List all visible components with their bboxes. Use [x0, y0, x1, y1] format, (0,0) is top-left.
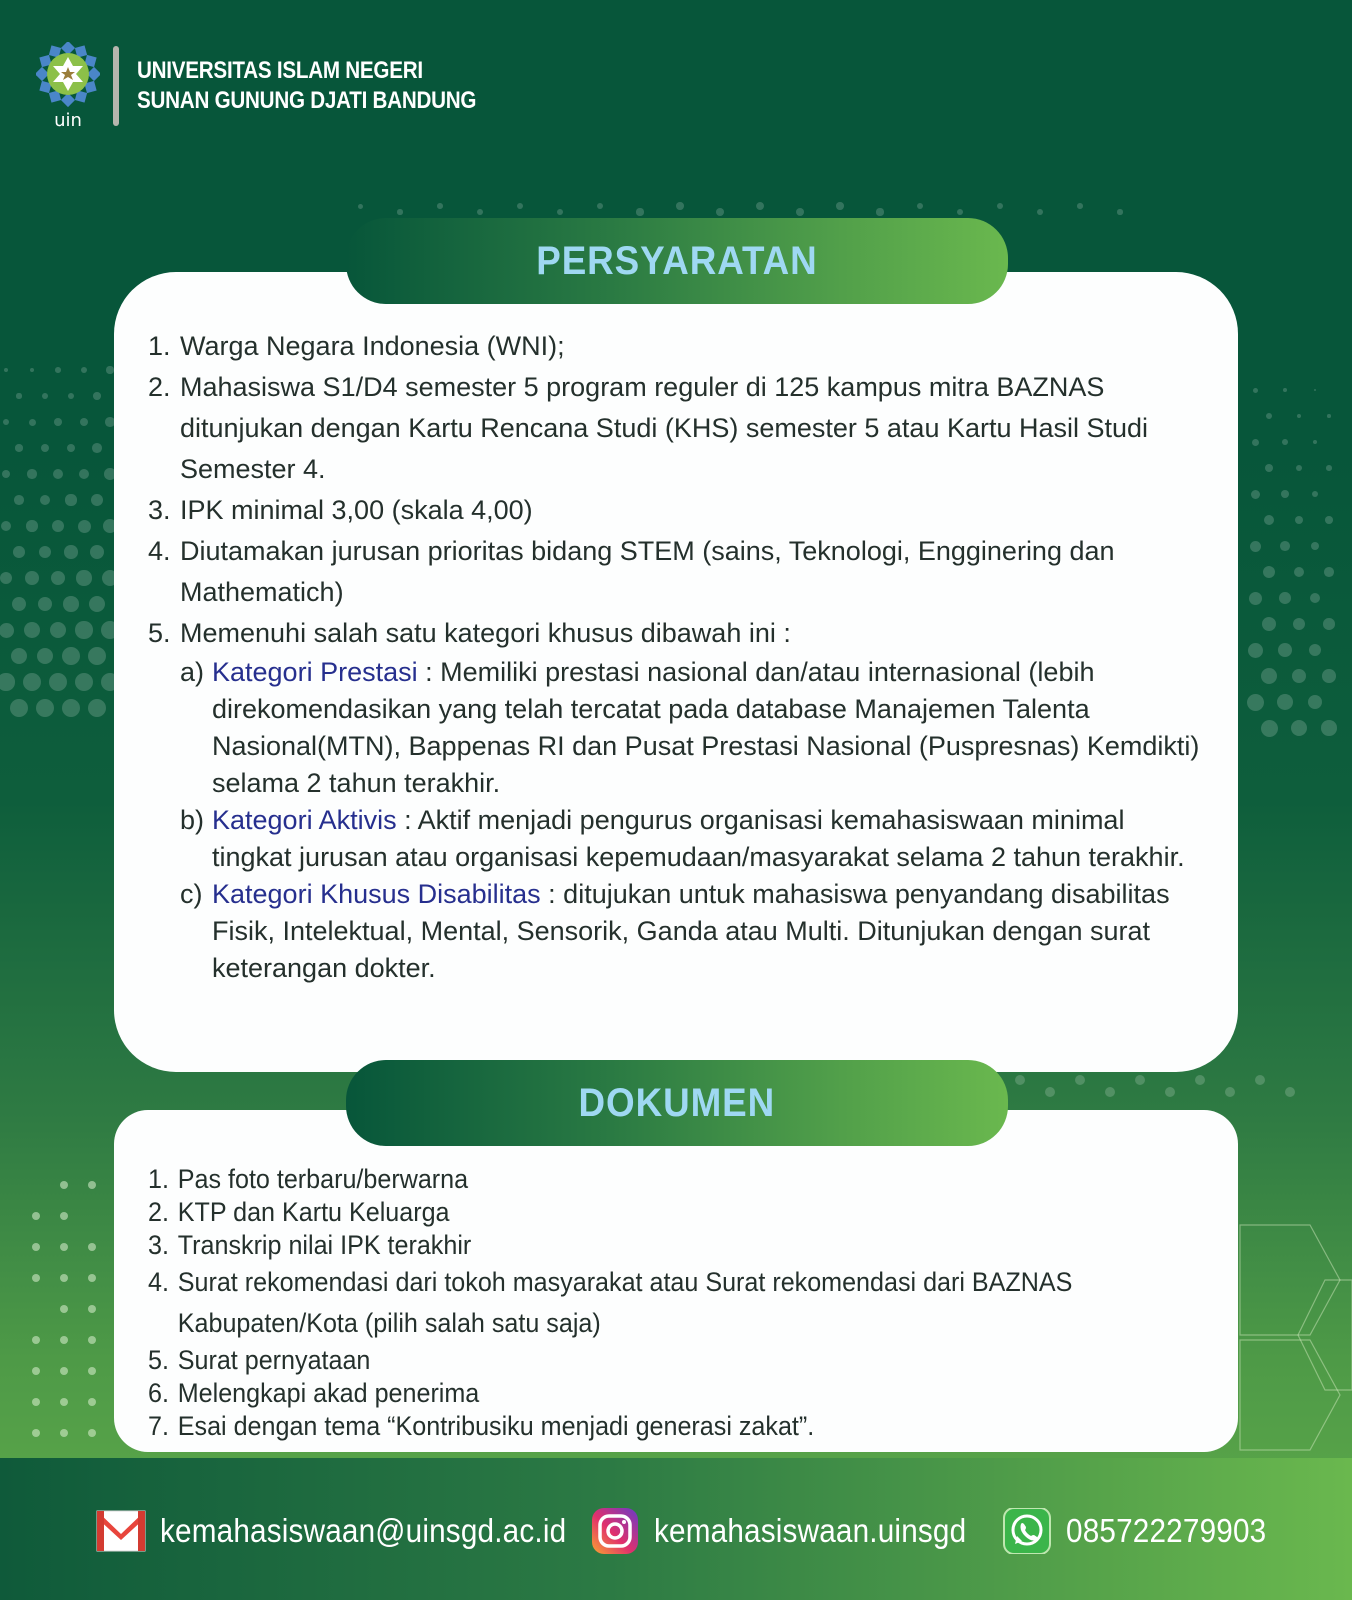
decorative-dot [1309, 644, 1322, 657]
item-number: 4. [148, 536, 171, 566]
decorative-dot [88, 1398, 96, 1406]
decorative-dot [54, 418, 62, 426]
decorative-dot [1295, 516, 1304, 525]
decorative-dot [997, 203, 1003, 209]
item-text: Surat pernyataan [177, 1345, 371, 1375]
decorative-dot [60, 1243, 68, 1251]
decorative-dot [75, 673, 93, 691]
decorative-dot [24, 622, 40, 638]
item-text: Mahasiswa S1/D4 semester 5 program reguler di 125 kampus mitra BAZNAS ditunjukan dengan Kartu Rencana Studi (KHS) semester 5 atau Kartu Hasil Studi Semester 4. [180, 372, 1149, 484]
sub-item-aktivis [180, 802, 1208, 876]
university-name-line2: SUNAN GUNUNG DJATI BANDUNG [137, 87, 477, 114]
item-number: 3. [148, 495, 171, 525]
item-number: 2. [148, 372, 171, 402]
decorative-dot [38, 597, 53, 612]
category-label: Kategori Prestasi [212, 657, 418, 687]
decorative-dot [836, 202, 843, 209]
decorative-dot [1323, 618, 1335, 630]
decorative-dot [1225, 1087, 1235, 1097]
decorative-dot [15, 444, 22, 451]
decorative-dot [51, 571, 65, 585]
decorative-dot [88, 1429, 96, 1437]
item-text: Pas foto terbaru/berwarna [177, 1164, 469, 1194]
decorative-dot [32, 1398, 40, 1406]
decorative-dot [1255, 1075, 1265, 1085]
decorative-dot [42, 393, 48, 399]
decorative-dot [0, 673, 15, 690]
decorative-dot [636, 208, 643, 215]
decorative-dot [2, 470, 10, 478]
decorative-dot [32, 1336, 40, 1344]
decorative-dot [30, 368, 35, 373]
dokumen-title: DOKUMEN [578, 1080, 776, 1125]
decorative-dot [53, 469, 63, 479]
decorative-dot [10, 699, 28, 717]
decorative-dot [106, 366, 113, 373]
uin-logo [36, 42, 100, 130]
decorative-dot [1310, 593, 1321, 604]
decorative-dot [358, 204, 363, 209]
category-label: Kategori Aktivis [212, 805, 397, 835]
decorative-dot [1311, 542, 1320, 551]
decorative-dot [60, 1429, 68, 1437]
decorative-dot [1195, 1075, 1205, 1085]
decorative-dot [78, 520, 91, 533]
decorative-dot [1077, 203, 1083, 209]
decorative-dot [1297, 414, 1302, 419]
whatsapp-text: 085722279903 [1066, 1512, 1267, 1549]
decorative-dot [50, 622, 67, 639]
decorative-dot [90, 545, 104, 559]
decorative-dot [0, 572, 12, 585]
persyaratan-list [148, 326, 1208, 987]
decorative-dot [32, 1274, 40, 1282]
decorative-dot [4, 368, 8, 372]
decorative-dot [1312, 491, 1319, 498]
decorative-dot [91, 494, 103, 506]
decorative-dot [40, 495, 50, 505]
item-number: 3. [148, 1230, 169, 1260]
decorative-dot [1291, 720, 1308, 737]
decorative-dot [92, 443, 102, 453]
decorative-dot [81, 367, 87, 373]
list-item [148, 1262, 1134, 1344]
decorative-dot [397, 209, 402, 214]
decorative-dot [76, 570, 91, 585]
decorative-dot [75, 621, 92, 638]
list-item [148, 531, 1208, 613]
decorative-dot [1280, 541, 1290, 551]
decorative-dot [29, 419, 36, 426]
decorative-dot [1250, 541, 1261, 552]
decorative-dot [1263, 566, 1275, 578]
decorative-dot [1261, 668, 1277, 684]
dokumen-header [346, 1060, 1008, 1146]
decorative-dot [1308, 695, 1323, 710]
decorative-dot [79, 469, 90, 480]
decorative-dot [62, 647, 80, 665]
decorative-dot [62, 699, 80, 717]
decorative-dot [1252, 439, 1259, 446]
list-item [148, 326, 1208, 367]
persyaratan-title: PERSYARATAN [536, 238, 818, 283]
decorative-dot [957, 209, 964, 216]
decorative-dot [1261, 720, 1278, 737]
decorative-dot [32, 1212, 40, 1220]
decorative-dot [1314, 389, 1317, 392]
item-text: Transkrip nilai IPK terakhir [177, 1230, 472, 1260]
decorative-dot [14, 495, 24, 505]
decorative-dot [437, 203, 443, 209]
decorative-dot [27, 469, 36, 478]
decorative-dot [1325, 516, 1333, 524]
item-number: 6. [148, 1378, 169, 1408]
item-number: 4. [148, 1267, 169, 1297]
item-number: 1. [148, 331, 171, 361]
category-label: Kategori Khusus Disabilitas [212, 879, 541, 909]
decorative-dot [88, 699, 106, 717]
list-item [148, 1196, 1134, 1229]
decorative-dot [0, 623, 14, 638]
category-text: : ditujukan untuk mahasiswa penyandang disabilitas Fisik, Intelektual, Mental, Sensorik, Ganda atau Multi. Ditunjukan dengan surat keterangan dokter. [212, 879, 1170, 983]
decorative-dot [1135, 1075, 1145, 1085]
item-number: 5. [148, 618, 171, 648]
decorative-dot [49, 673, 67, 691]
university-name-line1: UNIVERSITAS ISLAM NEGERI [137, 57, 423, 84]
email-contact[interactable] [96, 1508, 611, 1554]
header-divider [113, 46, 119, 126]
decorative-dot [80, 418, 89, 427]
item-number: 2. [148, 1197, 169, 1227]
decorative-dot [13, 546, 25, 558]
item-text: Surat rekomendasi dari tokoh masyarakat atau Surat rekomendasi dari BAZNAS Kabupaten/Kota (pilih salah satu saja) [177, 1267, 1073, 1338]
list-item [148, 1377, 1134, 1410]
decorative-dot [1117, 209, 1122, 214]
decorative-dot [16, 393, 21, 398]
gmail-icon [96, 1508, 146, 1554]
decorative-dot [1285, 1087, 1295, 1097]
decorative-dot [65, 494, 76, 505]
decorative-dot [1293, 618, 1306, 631]
decorative-dot [1279, 592, 1291, 604]
decorative-dot [876, 208, 883, 215]
decorative-dot [1248, 643, 1263, 658]
decorative-dot [1324, 567, 1334, 577]
item-text: KTP dan Kartu Keluarga [177, 1197, 450, 1227]
decorative-dot [1045, 1087, 1055, 1097]
decorative-dot [716, 208, 724, 216]
instagram-icon [590, 1508, 640, 1554]
sub-item-prestasi [180, 654, 1208, 802]
item-text: Diutamakan jurusan prioritas bidang STEM (sains, Teknologi, Engginering dan Mathematich) [180, 536, 1115, 607]
item-text: Memenuhi salah satu kategori khusus dibawah ini : [180, 618, 791, 648]
decorative-dot [557, 209, 564, 216]
decorative-dot [477, 209, 483, 215]
decorative-dot [1, 521, 12, 532]
decorative-dot [32, 1429, 40, 1437]
item-number: 7. [148, 1411, 169, 1441]
decorative-dot [60, 1367, 68, 1375]
decorative-dot [64, 545, 77, 558]
decorative-dot [1277, 694, 1293, 710]
instagram-text: kemahasiswaan.uinsgd [654, 1512, 967, 1549]
list-item [148, 1344, 1134, 1377]
decorative-dot [67, 444, 76, 453]
list-item [148, 490, 1208, 531]
decorative-dot [32, 1367, 40, 1375]
decorative-dot [25, 571, 39, 585]
decorative-dot [1322, 669, 1336, 683]
decorative-dot [55, 367, 61, 373]
instagram-contact[interactable] [590, 1508, 1001, 1554]
decorative-dot [52, 520, 64, 532]
decorative-dot [12, 597, 26, 611]
decorative-dot [517, 203, 523, 209]
item-number: 5. [148, 1345, 169, 1375]
whatsapp-icon [1002, 1508, 1052, 1554]
list-item [148, 367, 1208, 490]
decorative-dot [1165, 1087, 1175, 1097]
list-item [148, 613, 1208, 654]
decorative-dot [1283, 388, 1287, 392]
decorative-dot [37, 648, 54, 665]
decorative-dot [1075, 1075, 1085, 1085]
decorative-dot [93, 392, 101, 400]
decorative-dot [1282, 439, 1288, 445]
decorative-dot [1294, 567, 1305, 578]
decorative-dot [796, 208, 804, 216]
list-item [148, 1163, 1134, 1196]
category-text: : Aktif menjadi pengurus organisasi kemahasiswaan minimal tingkat jurusan atau organisasi kepemudaan/masyarakat selama 2 tahun terakhir. [212, 805, 1185, 872]
decorative-dot [1326, 465, 1332, 471]
email-text: kemahasiswaan@uinsgd.ac.id [160, 1512, 567, 1549]
decorative-dot [1262, 617, 1276, 631]
decorative-dot [1266, 413, 1272, 419]
list-item [148, 1229, 1134, 1262]
item-text: Esai dengan tema “Kontribusiku menjadi generasi zakat”. [177, 1411, 815, 1441]
decorative-dot [1105, 1087, 1115, 1097]
decorative-dot [1321, 720, 1337, 736]
decorative-dot [32, 1243, 40, 1251]
decorative-dot [676, 202, 683, 209]
decorative-dot [1253, 388, 1258, 393]
decorative-dot [1015, 1075, 1025, 1085]
item-number: 1. [148, 1164, 169, 1194]
sub-item-letter: c) [180, 879, 203, 909]
decorative-dot [26, 520, 37, 531]
category-text: : Memiliki prestasi nasional dan/atau internasional (lebih direkomendasikan yang telah tercatat pada database Manajemen Talenta Nasional(MTN), Bappenas RI dan Pusat Prestasi Nasional (Puspresnas) Kemdikti) selama 2 tahun terakhir. [212, 657, 1200, 798]
decorative-dot [3, 419, 9, 425]
decorative-dot [63, 596, 79, 612]
decorative-dot [60, 1212, 68, 1220]
decorative-dot [89, 596, 105, 612]
decorative-dot [1296, 465, 1303, 472]
decorative-dot [1264, 515, 1274, 525]
svg-text:uin: uin [54, 110, 82, 130]
decorative-dot [597, 203, 604, 210]
decorative-dot [68, 393, 75, 400]
decorative-dot [60, 1274, 68, 1282]
dokumen-list [148, 1163, 1208, 1443]
decorative-dot [88, 1367, 96, 1375]
decorative-dot [41, 444, 49, 452]
decorative-dot [36, 699, 54, 717]
decorative-dot [11, 648, 27, 664]
decorative-dot [1278, 643, 1292, 657]
decorative-dot [60, 1181, 68, 1189]
decorative-dot [1265, 464, 1273, 472]
decorative-dot [88, 1243, 96, 1251]
whatsapp-contact[interactable] [1002, 1508, 1289, 1554]
decorative-dot [60, 1336, 68, 1344]
decorative-dot [917, 203, 924, 210]
decorative-dot [1249, 592, 1262, 605]
university-name [137, 56, 476, 116]
decorative-dot [88, 1181, 96, 1189]
decorative-dot [88, 1274, 96, 1282]
list-item [148, 1410, 1134, 1443]
sub-item-letter: a) [180, 657, 205, 687]
decorative-dot [60, 1398, 68, 1406]
persyaratan-header [346, 218, 1008, 304]
item-text: Melengkapi akad penerima [177, 1378, 480, 1408]
decorative-dot [756, 202, 764, 210]
item-text: Warga Negara Indonesia (WNI); [180, 331, 565, 361]
item-text: IPK minimal 3,00 (skala 4,00) [180, 495, 533, 525]
decorative-dot [1281, 490, 1289, 498]
decorative-dot [1251, 490, 1260, 499]
sub-item-disabilitas [180, 876, 1208, 987]
decorative-dot [88, 647, 106, 665]
decorative-dot [88, 1336, 96, 1344]
decorative-dot [1327, 414, 1331, 418]
decorative-dot [1292, 669, 1307, 684]
decorative-dot [1313, 440, 1318, 445]
decorative-dot [1247, 694, 1264, 711]
decorative-dot [88, 1305, 96, 1313]
decorative-dot [60, 1305, 68, 1313]
sub-item-letter: b) [180, 805, 205, 835]
decorative-dot [1037, 209, 1043, 215]
decorative-dot [39, 546, 52, 559]
decorative-dot [23, 673, 41, 691]
